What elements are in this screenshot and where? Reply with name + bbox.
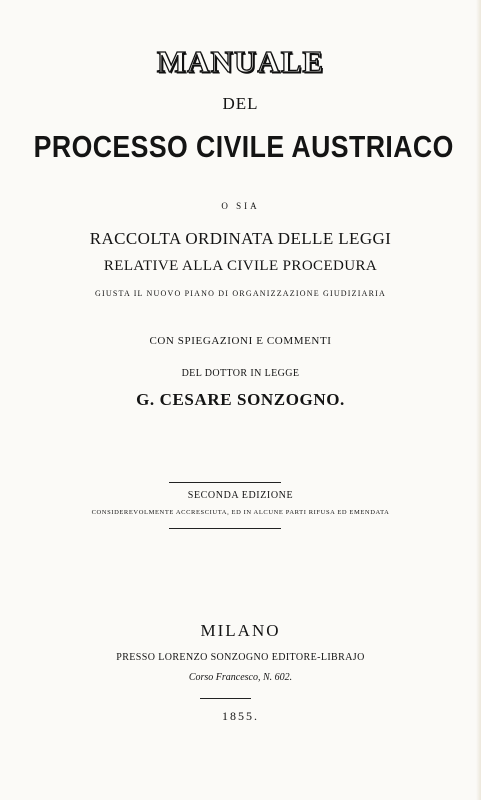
- page-edge: [476, 0, 481, 800]
- divider-short: [200, 698, 251, 699]
- edition-label: SECONDA EDIZIONE: [187, 490, 294, 501]
- edition-note: CONSIDEREVOLMENTE ACCRESCIUTA, ED IN ALCUNE PARTI RIFUSA ED EMENDATA: [91, 509, 390, 516]
- subtitle-line-3: GIUSTA IL NUOVO PIANO DI ORGANIZZAZIONE GIUDIZIARIA: [95, 289, 386, 298]
- publisher-address: Corso Francesco, N. 602.: [188, 672, 293, 683]
- subtitle-line-1: RACCOLTA ORDINATA DELLE LEGGI: [89, 229, 392, 248]
- publication-city: MILANO: [200, 621, 281, 640]
- publisher: PRESSO LORENZO SONZOGNO EDITORE-LIBRAJO: [116, 652, 365, 663]
- publication-year: 1855.: [222, 709, 259, 723]
- commentary-line: CON SPIEGAZIONI E COMMENTI: [149, 335, 332, 347]
- decorative-title: MANUALE: [156, 44, 325, 79]
- author-prefix: DEL DOTTOR IN LEGGE: [181, 368, 300, 379]
- subtitle-line-2: RELATIVE ALLA CIVILE PROCEDURA: [103, 258, 378, 274]
- o-sia: O SIA: [221, 201, 260, 211]
- main-title: PROCESSO CIVILE AUSTRIACO: [33, 129, 454, 164]
- divider-bottom: [169, 528, 281, 529]
- divider-top: [169, 482, 281, 483]
- author-name: G. CESARE SONZOGNO.: [136, 390, 345, 409]
- title-del: DEL: [222, 94, 259, 113]
